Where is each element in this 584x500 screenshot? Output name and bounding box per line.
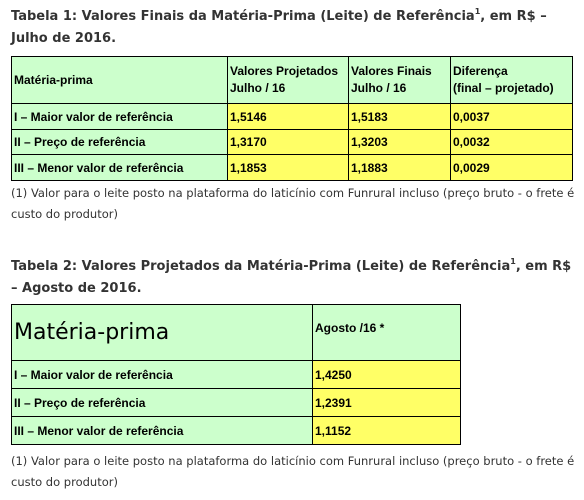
table2-row-label: I – Maior valor de referência	[12, 361, 313, 389]
table1-row-label: I – Maior valor de referência	[12, 104, 228, 130]
table1-header-final	[349, 57, 451, 104]
table1-caption-footnote-mark: 1	[474, 6, 481, 16]
table2-header-agosto: Agosto /16 *	[313, 305, 461, 361]
table1-cell-diff: 0,0029	[451, 155, 573, 181]
table1-header-projected-line1: Valores Projetados	[230, 64, 339, 78]
table1-caption-text: Tabela 1: Valores Finais da Matéria-Prima (Leite) de Referência	[11, 9, 475, 24]
table2-row-label: III – Menor valor de referência	[12, 417, 313, 445]
table2-header-materia-prima	[12, 305, 313, 361]
table2-cell-value: 1,2391	[313, 389, 461, 417]
table1-cell-final: 1,3203	[349, 130, 451, 155]
table2-caption-footnote-mark: 1	[510, 256, 516, 266]
table1-cell-diff: 0,0032	[451, 130, 573, 155]
table-row	[12, 104, 573, 130]
table1-header-final-line2: Julho / 16	[351, 81, 407, 95]
table2-cell-value: 1,4250	[313, 361, 461, 389]
table2	[11, 304, 461, 445]
table1-row-label: III – Menor valor de referência	[12, 155, 228, 181]
table-row	[12, 417, 461, 445]
table1-cell-final: 1,1883	[349, 155, 451, 181]
table2-header-row	[12, 305, 461, 361]
table-row	[12, 361, 461, 389]
table1-header-projected-line2: Julho / 16	[230, 81, 286, 95]
table1-header-final-line1: Valores Finais	[351, 64, 432, 78]
table1-row-label: II – Preço de referência	[12, 130, 228, 155]
table-row	[12, 130, 573, 155]
table-row	[12, 155, 573, 181]
table1-header-diff-line2: (final – projetado)	[453, 81, 554, 95]
table2-caption	[11, 256, 581, 300]
table2-caption-text: Tabela 2: Valores Projetados da Matéria-Prima (Leite) de Referência	[11, 259, 511, 274]
table1-header-row	[12, 57, 573, 104]
table2-header-materia-prima-text: Matéria-prima	[14, 320, 170, 345]
table2-footnote: (1) Valor para o leite posto na plataforma do laticínio com Funrural incluso (preço bruto - o frete é custo do produtor)	[11, 454, 575, 489]
table2-row-label: II – Preço de referência	[12, 389, 313, 417]
table-row	[12, 389, 461, 417]
table2-caption-tail: , em R$ – Agosto de 2016.	[11, 259, 572, 296]
table1-caption	[11, 6, 581, 50]
table1-header-diff	[451, 57, 573, 104]
table1-header-materia-prima: Matéria-prima	[12, 57, 228, 104]
table2-cell-value: 1,1152	[313, 417, 461, 445]
table1-caption-tail: , em R$ – Julho de 2016.	[11, 9, 547, 46]
table1-cell-final: 1,5183	[349, 104, 451, 130]
table1	[11, 56, 573, 181]
table1-cell-projected: 1,5146	[228, 104, 349, 130]
table1-header-diff-line1: Diferença	[453, 64, 508, 78]
table1-cell-diff: 0,0037	[451, 104, 573, 130]
table1-footnote: (1) Valor para o leite posto na plataforma do laticínio com Funrural incluso (preço bruto - o frete é custo do produtor)	[11, 186, 575, 221]
table1-header-projected	[228, 57, 349, 104]
table1-cell-projected: 1,3170	[228, 130, 349, 155]
table1-cell-projected: 1,1853	[228, 155, 349, 181]
